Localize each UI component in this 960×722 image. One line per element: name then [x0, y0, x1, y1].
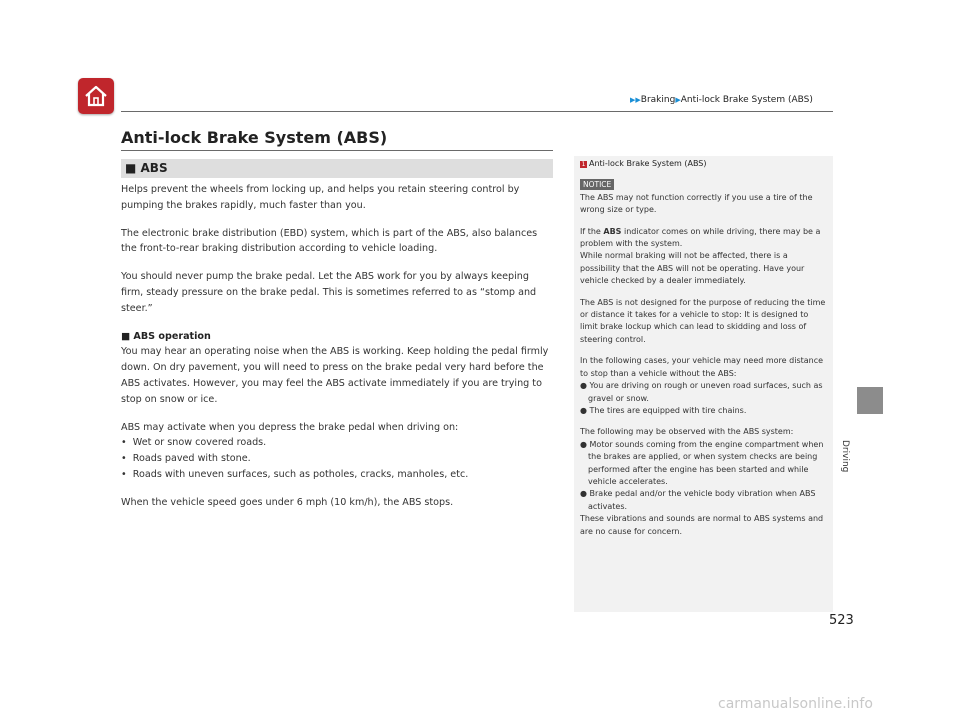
page-title: Anti-lock Brake System (ABS)	[121, 128, 388, 147]
sidebar-paragraph: The ABS is not designed for the purpose of reducing the time or distance it takes for a vehicle to stop: It is designed to limit brake lockup which can lead to skidding and loss of steering control.	[580, 297, 826, 344]
list-item: • Wet or snow covered roads.	[121, 437, 267, 449]
sidebar-paragraph: In the following cases, your vehicle may need more distance to stop than a vehicle without the ABS:	[580, 356, 824, 378]
paragraph: The electronic brake distribution (EBD) system, which is part of the ABS, also balances the front-to-rear braking distribution according to vehicle loading.	[121, 227, 538, 255]
main-content	[121, 182, 554, 523]
sidebar-list	[580, 380, 826, 417]
title-divider	[121, 150, 553, 151]
breadcrumb-item-abs: Anti-lock Brake System (ABS)	[680, 95, 813, 105]
paragraph: Helps prevent the wheels from locking up, and helps you retain steering control by pumping the brakes rapidly, much faster than you.	[121, 184, 520, 211]
paragraph: You may hear an operating noise when the ABS is working. Keep holding the pedal firmly down. On dry pavement, you will need to press on the brake pedal very hard before the ABS activates. However, you may feel the ABS activate immediately if you are trying to stop on snow or ice.	[121, 346, 549, 405]
paragraph: ABS may activate when you depress the brake pedal when driving on:	[121, 421, 459, 433]
chapter-tab-label: Driving	[840, 440, 850, 473]
notice-badge: NOTICE	[580, 179, 614, 190]
breadcrumb	[630, 95, 813, 105]
home-button[interactable]	[78, 78, 114, 114]
list-item: ● The tires are equipped with tire chains.	[580, 405, 747, 415]
list-item: ● Brake pedal and/or the vehicle body vibration when ABS activates.	[580, 489, 816, 511]
sidebar-paragraph: If the ABS indicator comes on while driving, there may be a problem with the system.	[580, 226, 821, 249]
home-icon	[83, 83, 109, 109]
sidebar-paragraph: The ABS may not function correctly if you use a tire of the wrong size or type.	[580, 192, 813, 215]
subsection-heading: ■ ABS operation	[121, 330, 211, 342]
section-heading-bar	[121, 159, 553, 178]
paragraph: You should never pump the brake pedal. Let the ABS work for you by always keeping firm, steady pressure on the brake pedal. This is sometimes referred to as “stomp and steer.”	[121, 271, 537, 314]
paragraph: When the vehicle speed goes under 6 mph (10 km/h), the ABS stops.	[121, 496, 454, 508]
sidebar-list	[580, 439, 826, 513]
abs-indicator-label: ABS	[603, 226, 622, 236]
list-item: ● You are driving on rough or uneven road surfaces, such as gravel or snow.	[580, 381, 823, 403]
list-item: ● Motor sounds coming from the engine compartment when the brakes are applied, or when system checks are being performed after the engine has been started and while vehicle accelerates.	[580, 439, 824, 486]
sidebar-paragraph: While normal braking will not be affected, there is a possibility that the ABS will not be operating. Have your vehicle checked by a dealer immediately.	[580, 251, 805, 286]
sidebar-paragraph: The following may be observed with the ABS system:	[580, 427, 794, 437]
chapter-tab[interactable]	[857, 387, 883, 414]
section-heading: ■ ABS	[125, 161, 168, 175]
bullet-list	[121, 435, 554, 482]
header-divider	[121, 111, 833, 112]
list-item: • Roads paved with stone.	[121, 453, 251, 465]
reference-number: 1	[581, 161, 586, 168]
sidebar-note	[574, 156, 833, 612]
list-item: • Roads with uneven surfaces, such as potholes, cracks, manholes, etc.	[121, 468, 469, 480]
watermark: carmanualsonline.info	[718, 696, 873, 712]
page-number: 523	[829, 613, 854, 628]
sidebar-paragraph: These vibrations and sounds are normal to ABS systems and are no cause for concern.	[580, 514, 824, 536]
breadcrumb-item-braking[interactable]: Braking	[640, 95, 676, 105]
breadcrumb-arrow-icon: ▶▶	[630, 96, 641, 104]
breadcrumb-arrow-icon: ▶	[675, 96, 681, 104]
sidebar-title: 1 Anti-lock Brake System (ABS)	[581, 159, 707, 168]
